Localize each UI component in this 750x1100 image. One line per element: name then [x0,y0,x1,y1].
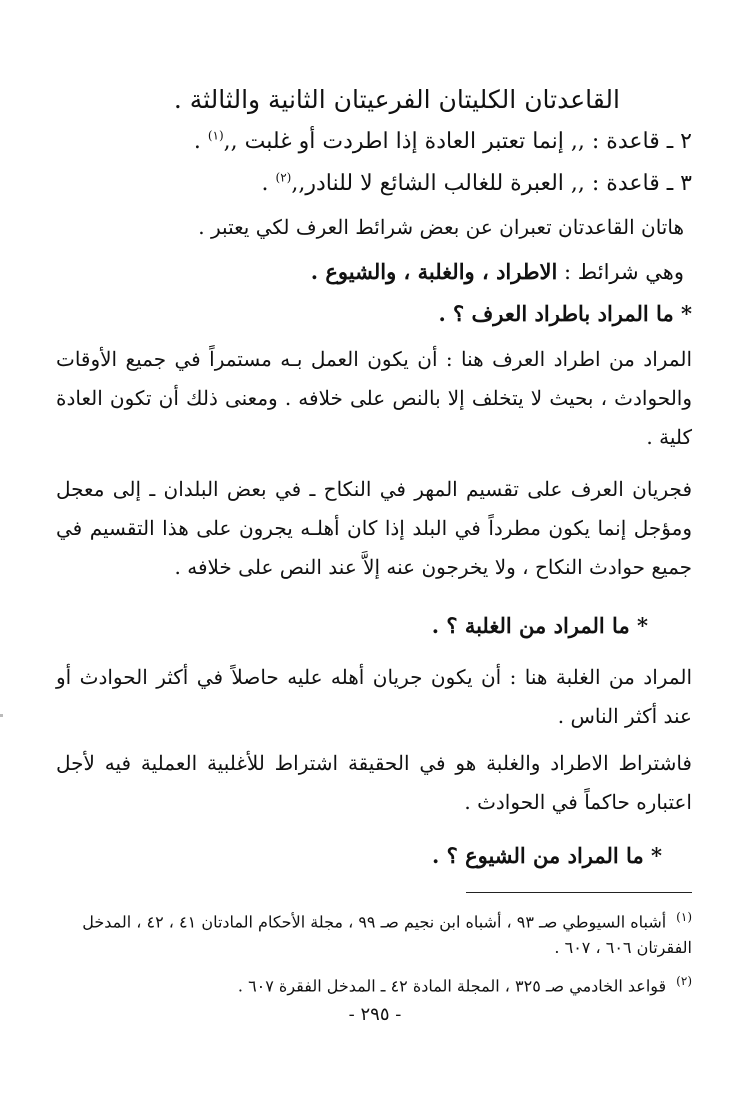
question-3: * ما المراد من الشيوع ؟ . [431,843,662,868]
intro-text: هاتان القاعدتان تعبران عن بعض شرائط العرف لكي يعتبر . [198,215,684,239]
question-1: * ما المراد باطراد العرف ؟ . [438,301,692,326]
page-number: - ٢٩٥ - [348,1004,402,1025]
footnote-separator [466,892,692,893]
rule-2-text: ,, إنما تعتبر العادة إذا اطردت أو غلبت ,, [223,129,585,154]
rule-2-footnote-ref: (١) [207,128,224,143]
rule-3-label: ٣ ـ قاعدة : [584,171,692,196]
answer-1-example-paragraph: فجريان العرف على تقسيم المهر في النكاح ـ في بعض البلدان ـ إلى معجل ومؤجل إنما يكون مطرداً في البلد إذا كان أهلـه يجرون على هذا التقسيم في جميع حوادث النكاح ، ولا يخرجون عنه إلاَّ عند النص على خلافه . [56,477,693,579]
conditions-prefix: وهي شرائط : [557,260,684,284]
footnote-2-text: قواعد الخادمي صـ ٣٢٥ ، المجلة المادة ٤٢ ـ المدخل الفقرة ٦٠٧ . [237,976,667,996]
scan-speck [0,714,3,717]
footnote-1-number: (١) [676,910,692,924]
footnote-2 [56,968,692,999]
conditions-items: الاطراد ، والغلبة ، والشيوع . [310,259,558,284]
footnote-1 [56,904,692,961]
footnote-1-text: أشباه السيوطي صـ ٩٣ ، أشباه ابن نجيم صـ ٩٩ ، مجلة الأحكام المادتان ٤١ ، ٤٢ ، المدخل الفقرتان ٦٠٦ ، ٦٠٧ . [82,912,692,958]
rule-3-end: . [261,171,276,196]
rule-2-label: ٢ ـ قاعدة : [584,129,692,154]
rule-3 [262,170,692,199]
rule-3-text: ,, العبرة للغالب الشائع لا للنادر,, [291,171,585,196]
rule-3-footnote-ref: (٢) [275,170,292,185]
answer-2-note-paragraph: فاشتراط الاطراد والغلبة هو في الحقيقة اشتراط للأغلبية العملية فيه لأجل اعتباره حاكماً في الحوادث . [56,751,692,814]
footnote-2-number: (٢) [676,974,692,988]
answer-1-paragraph: المراد من اطراد العرف هنا : أن يكون العمل بـه مستمراً في جميع الأوقات والحوادث ، بحيث لا يتخلف إلا بالنص على خلافه . ومعنى ذلك أن تكون العادة كلية . [56,347,692,449]
answer-2-paragraph: المراد من الغلبة هنا : أن يكون جريان أهله عليه حاصلاً في أكثر الحوادث أو عند أكثر الناس . [56,665,692,728]
question-2: * ما المراد من الغلبة ؟ . [431,613,648,638]
conditions-line [311,258,684,286]
section-heading: القاعدتان الكليتان الفرعيتان الثانية والثالثة . [173,85,620,114]
rule-2 [194,128,692,157]
rule-2-end: . [193,129,208,154]
